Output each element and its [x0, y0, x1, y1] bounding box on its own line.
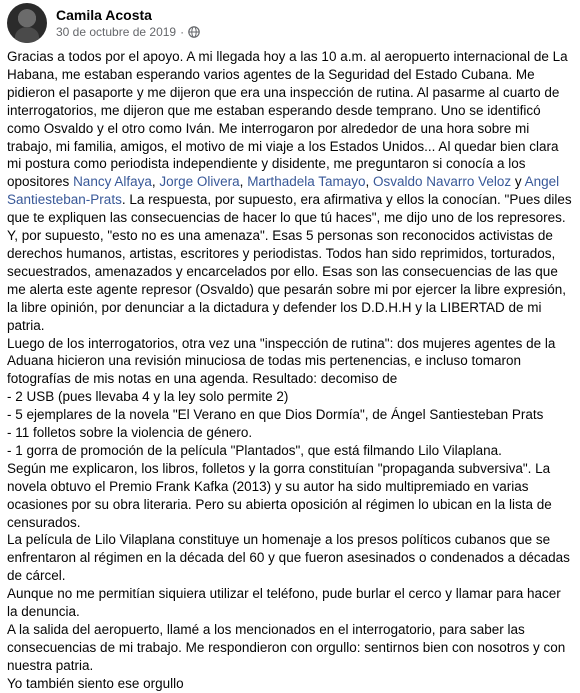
separator-dot: · — [180, 24, 185, 39]
confiscated-item: - 2 USB (pues llevaba 4 y la ley solo permite 2) — [7, 389, 289, 405]
post-paragraph: La película de Lilo Vilaplana constituye un homenaje a los presos políticos cubanos que se enfrentaron al régimen en la década del 60 y que fueron asesinados o condenados a décadas de cárcel. — [7, 532, 570, 584]
tag-nancy-alfaya[interactable]: Nancy Alfaya — [73, 174, 152, 190]
author-name[interactable]: Camila Acosta — [56, 6, 152, 23]
post-meta — [56, 7, 200, 40]
post-paragraph: A la salida del aeropuerto, llamé a los mencionados en el interrogatorio, para saber las consecuencias de mi trabajo. Me respondieron con orgullo: sentirnos bien con nosotros y con nuestra patria. — [7, 622, 566, 673]
confiscated-item: - 1 gorra de promoción de la película "Plantados", que está filmando Lilo Vilaplana. — [7, 442, 502, 458]
confiscated-item: - 11 folletos sobre la violencia de género. — [7, 425, 253, 441]
paragraph-text: Gracias a todos por el apoyo. A mi llegada hoy a las 10 a.m. al aeropuerto internacional de La Habana, me estaban esperando varios agentes de la Seguridad del Estado Cubana. Me pidieron el pasaporte y me dijeron que era una inspección de rutina. Al pasarme al cuarto de interrogatorios, me dijeron que me estaban esperando desde temprano. Uno se identificó como Osvaldo y el otro como Iván. Me interrogaron por alrededor de una hora sobre mi trabajo, mi familia, amigos, el motivo de mi viaje a los Estados Unidos... Al quedar bien clara mi postura como periodista independiente y disidente, me preguntaron si conocía a los opositores — [7, 49, 568, 190]
post-date[interactable]: 30 de octubre de 2019 — [56, 24, 177, 39]
tag-marthadela-tamayo[interactable]: Marthadela Tamayo — [247, 174, 366, 190]
tag-separator: y — [511, 174, 525, 190]
tag-separator: , — [239, 174, 248, 190]
post-body — [7, 48, 574, 693]
post-paragraph: Luego de los interrogatorios, otra vez una "inspección de rutina": dos mujeres agentes de la Aduana hicieron una revisión minuciosa de todas mis pertenencias, e incluso tomaron fotografías de mis notas en una agenda. Resultado: decomiso de — [7, 335, 556, 387]
post-paragraph — [7, 48, 574, 335]
globe-icon[interactable] — [188, 26, 200, 38]
tag-jorge-olivera[interactable]: Jorge Olivera — [159, 174, 240, 190]
post-subline — [56, 24, 200, 40]
tag-separator: , — [151, 174, 160, 190]
paragraph-text: . La respuesta, por supuesto, era afirmativa y ellos la conocían. "Pues diles que te expliquen las consecuencias de hacer lo que tú haces", me dijo uno de los represores. Y, por supuesto, "esto no es una amenaza". Esas 5 personas son reconocidos activistas de derechos humanos, artistas, escritores y periodistas. Todos han sido reprimidos, torturados, secuestrados, amenazados y encarcelados por ello. Esas son las consecuencias de las que me alerta este agente represor (Osvaldo) que pesarán sobre mi por ejercer la libre expresión, la libre opinión, por denunciar a la dictadura y defender los D.D.H.H y la LIBERTAD de mi patria. — [7, 192, 572, 333]
post-header — [7, 0, 574, 44]
tag-angel-santiesteban-prats[interactable]: Angel Santiesteban-Prats — [7, 174, 560, 208]
post-paragraph: Yo también siento ese orgullo — [7, 675, 184, 691]
tag-osvaldo-navarro-veloz[interactable]: Osvaldo Navarro Veloz — [373, 174, 512, 190]
confiscated-item: - 5 ejemplares de la novela "El Verano en que Dios Dormía", de Ángel Santiesteban Prats — [7, 407, 544, 423]
post-paragraph: Aunque no me permitían siquiera utilizar el teléfono, pude burlar el cerco y llamar para hacer la denuncia. — [7, 586, 561, 620]
avatar[interactable] — [7, 3, 47, 43]
post-paragraph: Según me explicaron, los libros, folletos y la gorra constituían "propaganda subversiva". La novela obtuvo el Premio Frank Kafka (2013) y su autor ha sido multipremiado en varias ocasiones por su obra literaria. Pero su abierta oposición al régimen lo ubican en la lista de censurados. — [7, 460, 552, 530]
tag-separator: , — [365, 174, 374, 190]
